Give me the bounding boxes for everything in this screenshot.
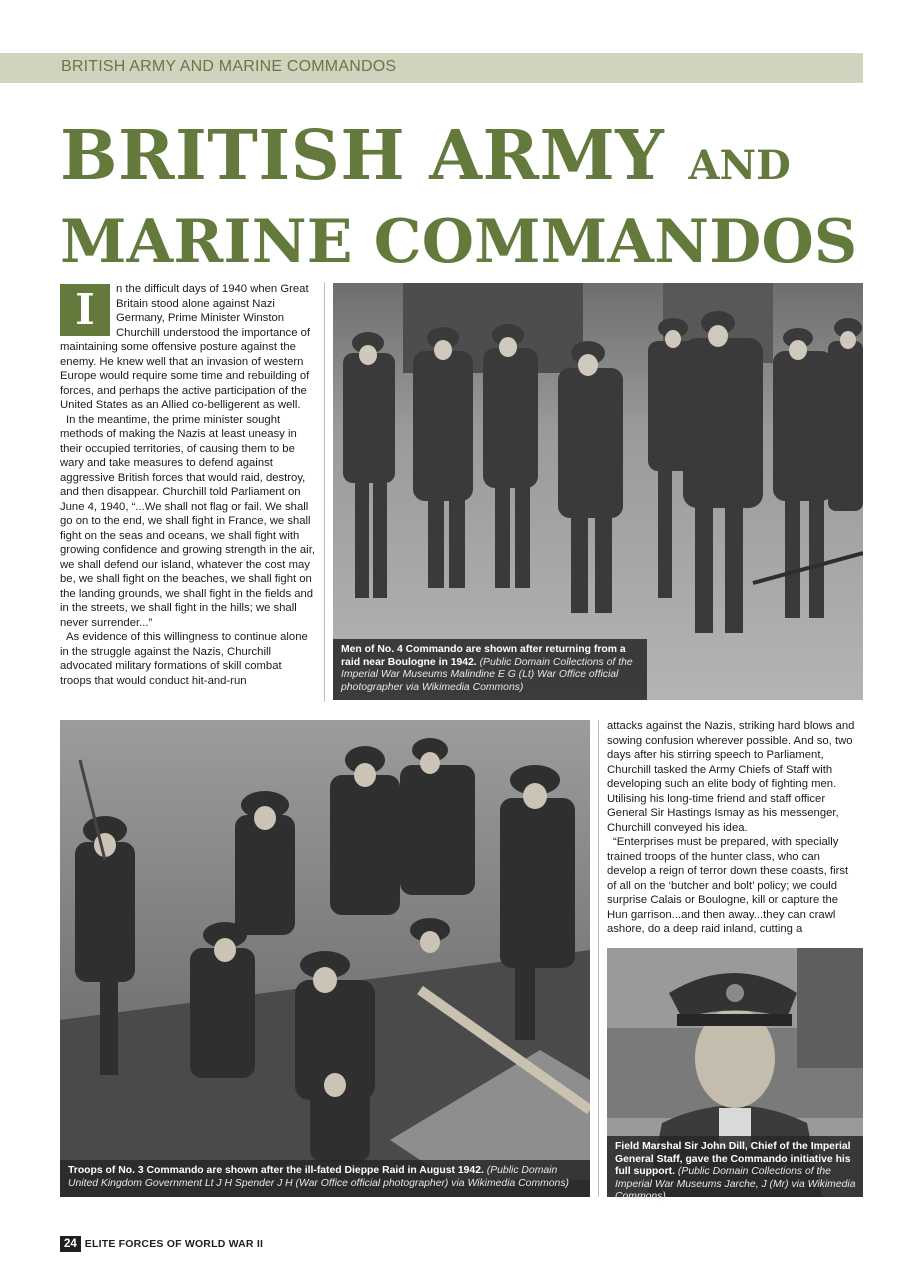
drop-cap: I: [60, 284, 110, 336]
caption-credit: (Public Domain Collections of the Imperial War Museums Jarche, J (Mr) via Wikimedia Commons): [615, 1166, 856, 1203]
page-footer: [60, 1235, 263, 1255]
running-header-text: BRITISH ARMY AND MARINE COMMANDOS: [61, 58, 397, 75]
running-header-band: [0, 53, 863, 83]
body-paragraph: In the meantime, the prime minister sought methods of making the Nazis at least uneasy in their occupied territories, of causing them to be wary and take measures to defend against aggressive British forces that would raid, destroy, and then disappear. Churchill told Parliament on June 4, 1940, “...We shall not flag or fail. We shall go on to the end, we shall fight in France, we shall fight on the seas and oceans, we shall fight with growing confidence and growing strength in the air, we shall defend our island, whatever the cost may be, we shall fight on the beaches, we shall fight on the landing grounds, we shall fight in the fields and in the streets, we shall fight in the hills; we shall never surrender...”: [60, 413, 315, 629]
body-column-left: [60, 282, 315, 688]
body-paragraph: As evidence of this willingness to continue alone in the struggle against the Nazis, Churchill advocated military formations of skill combat troops that would conduct hit-and-run: [60, 631, 308, 687]
column-divider: [598, 720, 599, 1197]
caption-text: Men of No. 4 Commando are shown after returning from a raid near Boulogne in 1942.: [341, 644, 626, 668]
body-paragraph: “Enterprises must be prepared, with specially trained troops of the hunter class, who can develop a reign of terror down these coasts, first of all on the ‘butcher and bolt’ policy; we could surprise Calais or Boulogne, kill or capture the Hun garrison...and then away...they can crawl ashore, do a deep raid inland, cutting a: [607, 836, 849, 935]
publication-title: ELITE FORCES OF WORLD WAR II: [84, 1237, 264, 1250]
photo-no4-commando: [333, 283, 863, 700]
caption-text: Troops of No. 3 Commando are shown after the ill-fated Dieppe Raid in August 1942.: [68, 1165, 484, 1176]
caption-credit: (Public Domain United Kingdom Government Lt J H Spender J H (War Office official photographer) via Wikimedia Commons): [68, 1165, 569, 1189]
body-paragraph: n the difficult days of 1940 when Great Britain stood alone against Nazi Germany, Prime Minister Winston Churchill understood the importance of maintaining some offensive posture against the enemy. He knew well that an invasion of western Europe would require some time and rebuilding of forces, and perhaps the active participation of the United States as an Allied co-belligerent as well.: [60, 283, 311, 411]
caption-text: Field Marshal Sir John Dill, Chief of the Imperial General Staff, gave the Commando initiative his full support.: [615, 1141, 851, 1178]
photo-caption: [607, 1136, 863, 1203]
title-line-2: MARINE COMMANDOS: [60, 207, 858, 277]
photo-no3-commando-dieppe: [60, 720, 590, 1197]
photo-caption: [333, 639, 647, 700]
title-line-1: [60, 118, 860, 204]
body-column-right: [607, 719, 857, 937]
article-title: [60, 118, 860, 280]
page-number: 24: [60, 1236, 81, 1252]
title-and: AND: [688, 142, 791, 189]
body-paragraph: attacks against the Nazis, striking hard blows and sowing confusion wherever possible. And so, two days after his stirring speech to Parliament, Churchill tasked the Army Chiefs of Staff with developing such an elite body of fighting men. Utilising his long-time friend and staff officer General Sir Hastings Ismay as his messenger, Churchill conveyed his idea.: [607, 720, 855, 834]
photo-caption: [60, 1160, 590, 1197]
caption-credit: (Public Domain Collections of the Imperial War Museums Malindine E G (Lt) War Office official photographer via Wikimedia Commons): [341, 656, 633, 693]
title-main: BRITISH ARMY: [60, 116, 665, 196]
column-divider: [324, 282, 325, 702]
